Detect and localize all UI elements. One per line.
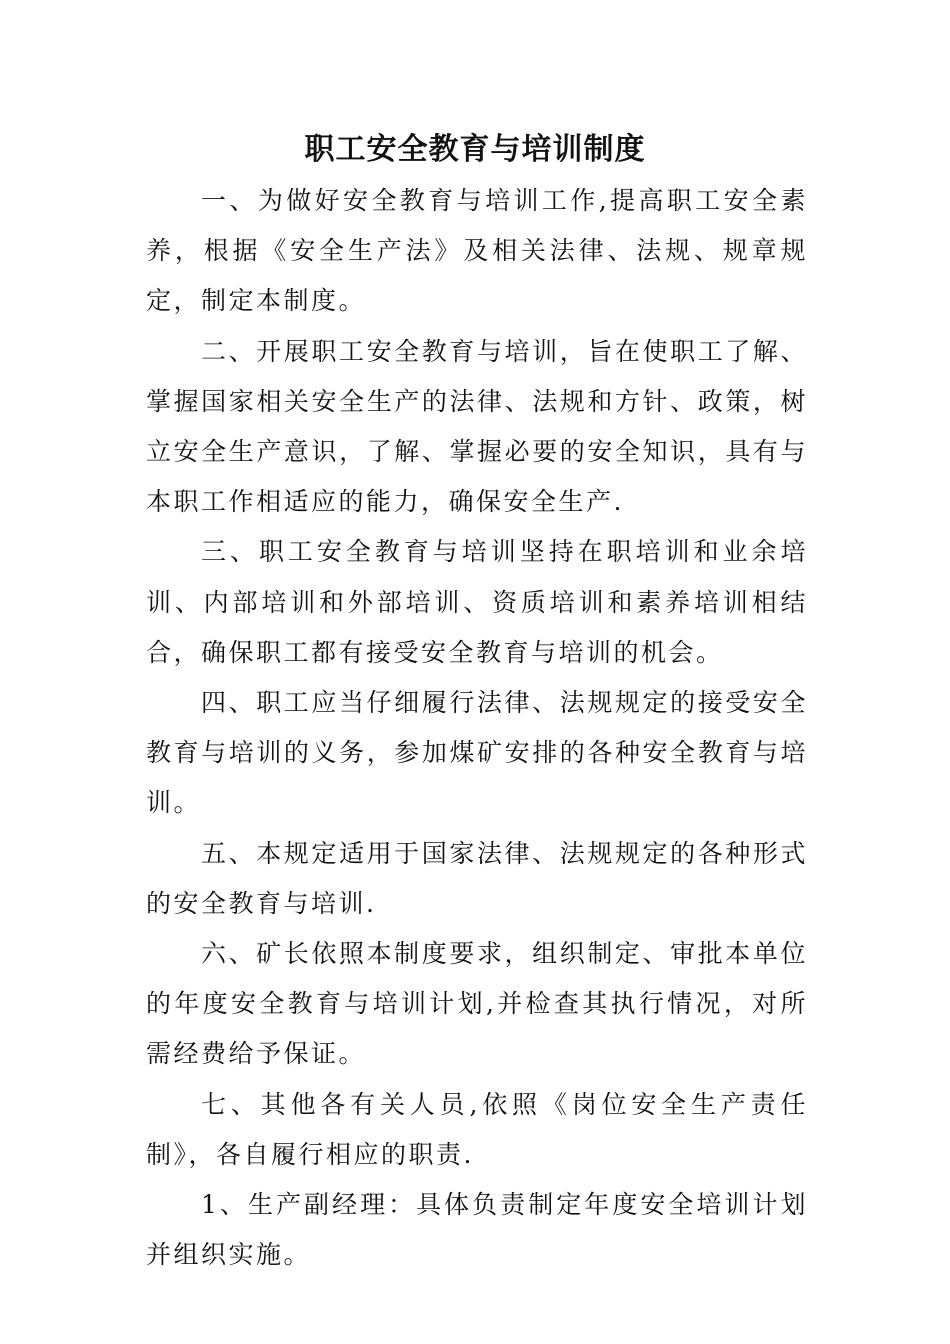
paragraph-6: 六、矿长依照本制度要求，组织制定、审批本单位的年度安全教育与培训计划,并检查其执行情况，对所需经费给予保证。 [146,939,808,1069]
paragraph-1: 一、为做好安全教育与培训工作,提高职工安全素养，根据《安全生产法》及相关法律、法规、规章规定，制定本制度。 [146,186,808,316]
paragraph-4: 四、职工应当仔细履行法律、法规规定的接受安全教育与培训的义务，参加煤矿安排的各种安全教育与培训。 [146,688,808,818]
paragraph-5: 五、本规定适用于国家法律、法规规定的各种形式的安全教育与培训. [146,838,808,918]
paragraph-8: 1、生产副经理：具体负责制定年度安全培训计划并组织实施。 [146,1190,808,1270]
document-title: 职工安全教育与培训制度 [304,132,646,167]
paragraph-3: 三、职工安全教育与培训坚持在职培训和业余培训、内部培训和外部培训、资质培训和素养培训相结合，确保职工都有接受安全教育与培训的机会。 [146,537,808,667]
paragraph-2: 二、开展职工安全教育与培训，旨在使职工了解、掌握国家相关安全生产的法律、法规和方针、政策，树立安全生产意识，了解、掌握必要的安全知识，具有与本职工作相适应的能力，确保安全生产. [146,336,808,517]
document-body [146,176,808,1280]
paragraph-7: 七、其他各有关人员,依照《岗位安全生产责任制》，各自履行相应的职责. [146,1089,808,1169]
